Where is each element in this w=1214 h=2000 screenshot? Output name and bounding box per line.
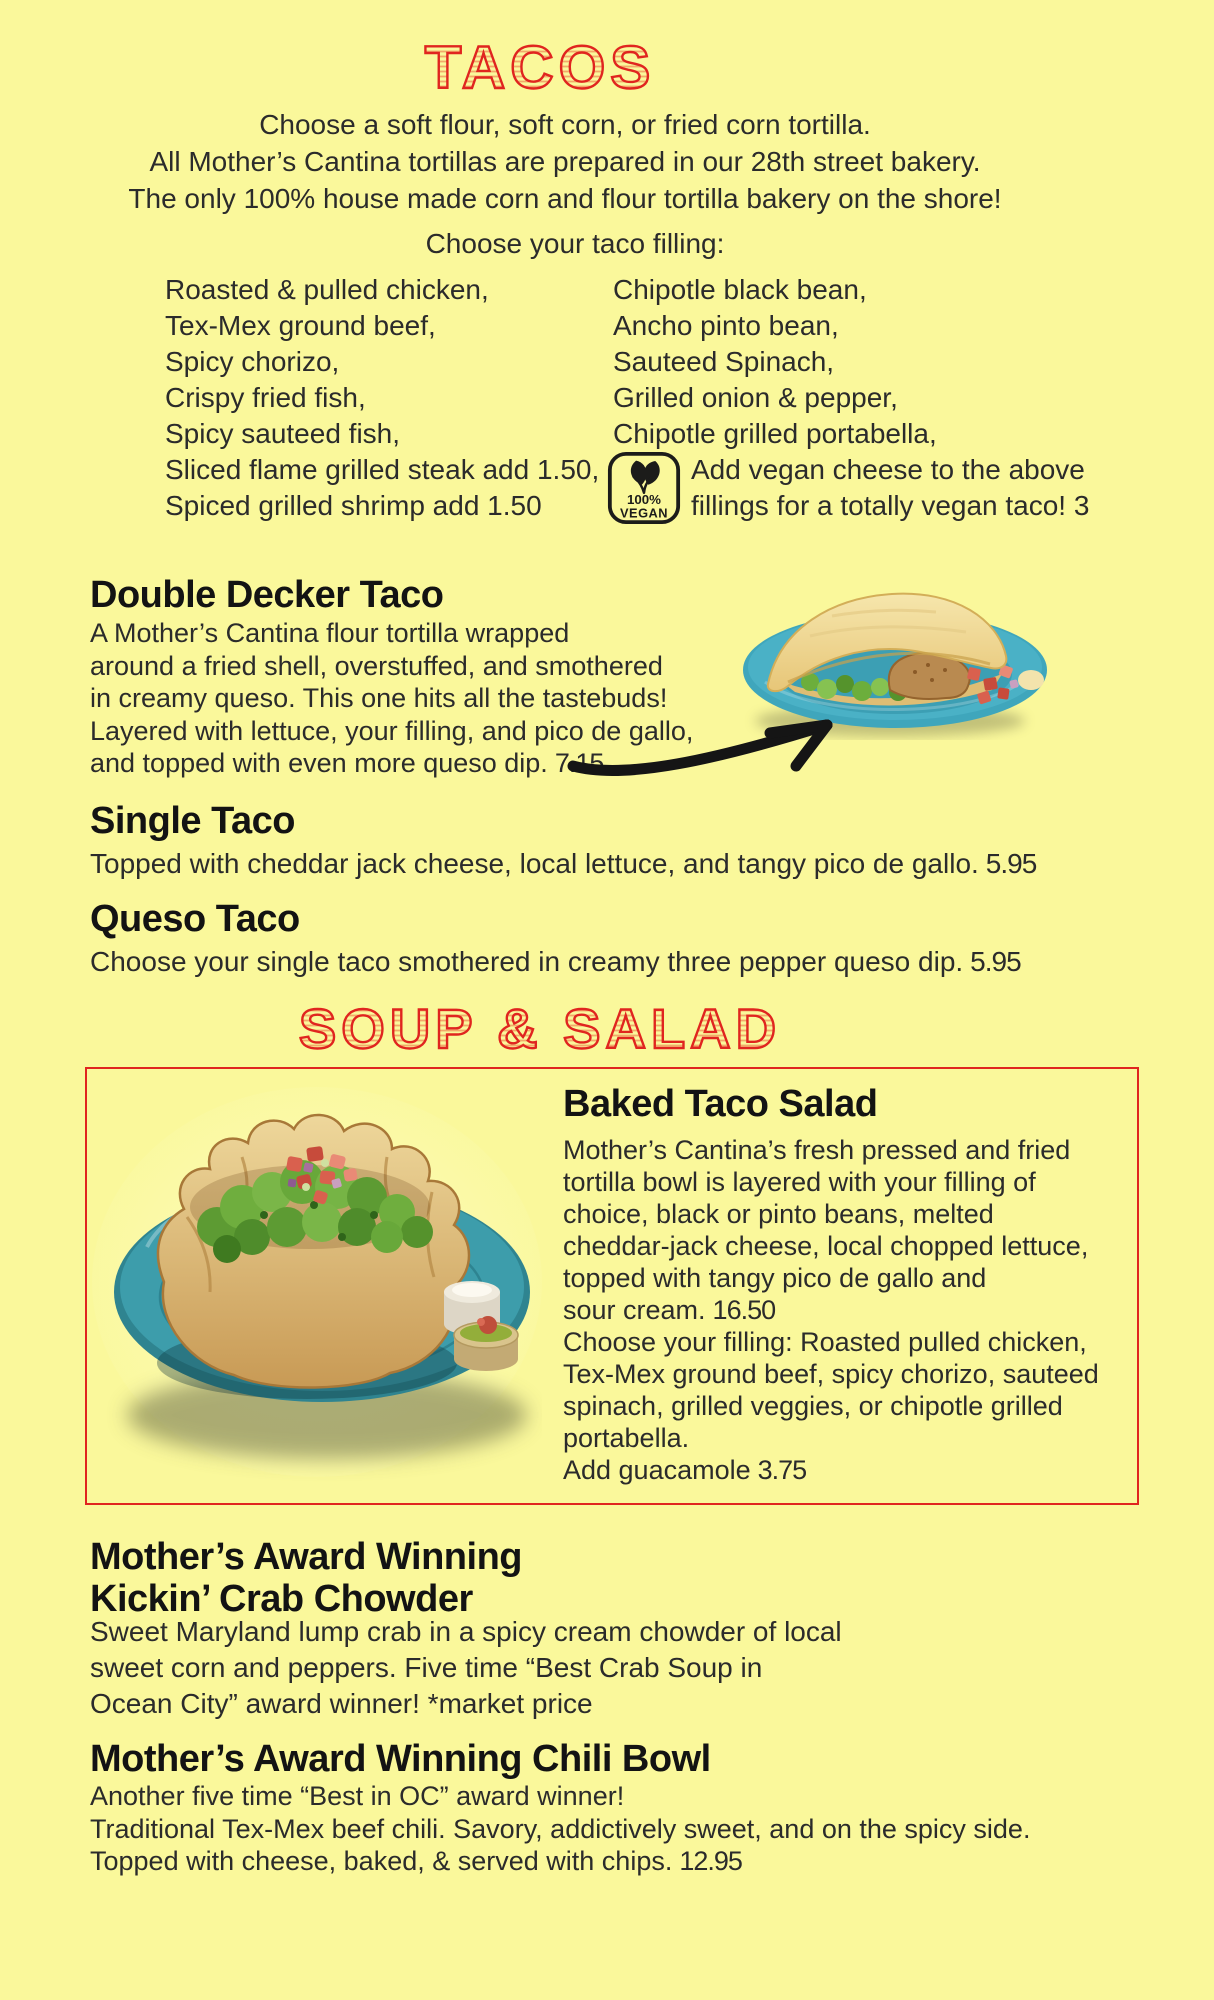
filling-item: Sauteed Spinach,: [613, 346, 835, 377]
crab-chowder-desc: [90, 1614, 842, 1722]
vegan-note-line: Add vegan cheese to the above: [691, 454, 1085, 485]
intro-line: Choose a soft flour, soft corn, or fried corn tortilla.: [259, 109, 871, 140]
double-decker-title: Double Decker Taco: [90, 574, 444, 616]
choose-line: Tex-Mex ground beef, spicy chorizo, sauteed: [563, 1359, 1099, 1389]
chili-bowl-desc: [90, 1780, 1030, 1878]
desc-line: cheddar-jack cheese, local chopped lettuce,: [563, 1231, 1089, 1261]
desc-line: [563, 1294, 1099, 1326]
filling-item: Ancho pinto bean,: [613, 310, 839, 341]
vegan-note: [691, 452, 1089, 524]
desc-line: [90, 846, 1036, 882]
price: 3.75: [757, 1455, 807, 1485]
vegan-badge-word: VEGAN: [620, 505, 668, 521]
baked-taco-salad-box: [85, 1067, 1139, 1505]
desc-line: [90, 944, 1021, 980]
fillings-left-column: [165, 272, 599, 524]
crab-chowder-title-line1: Mother’s Award Winning: [90, 1536, 522, 1578]
desc-text: Choose your single taco smothered in creamy three pepper queso dip.: [90, 946, 964, 977]
filling-item: Tex-Mex ground beef,: [165, 310, 436, 341]
vegan-callout: [607, 451, 1089, 525]
tacos-title-art: [190, 24, 890, 108]
desc-line: choice, black or pinto beans, melted: [563, 1199, 994, 1229]
filling-item: Spicy chorizo,: [165, 346, 340, 377]
desc-line: Another five time “Best in OC” award winner!: [90, 1781, 625, 1811]
queso-drizzle: [1018, 670, 1044, 690]
baked-taco-salad-photo: [92, 1087, 542, 1485]
filling-item: Chipotle grilled portabella,: [613, 418, 937, 449]
tacos-section-header: [0, 24, 1080, 113]
fillings-right-column: [613, 272, 937, 452]
filling-item: Chipotle black bean,: [613, 274, 867, 305]
desc-text: Topped with cheddar jack cheese, local lettuce, and tangy pico de gallo.: [90, 848, 979, 879]
desc-line: A Mother’s Cantina flour tortilla wrapped: [90, 618, 570, 648]
crab-chowder-title: [90, 1536, 522, 1620]
filling-item: Crispy fried fish,: [165, 382, 366, 413]
hand-drawn-arrow: [565, 700, 855, 785]
desc-line: Mother’s Cantina’s fresh pressed and fried: [563, 1135, 1071, 1165]
desc-line: Ocean City” award winner! *market price: [90, 1688, 593, 1719]
choose-line: portabella.: [563, 1423, 690, 1453]
intro-line: The only 100% house made corn and flour tortilla bakery on the shore!: [128, 183, 1002, 214]
desc-line: Layered with lettuce, your filling, and pico de gallo,: [90, 715, 694, 746]
desc-line: [90, 1845, 1030, 1878]
price: 5.95: [985, 848, 1037, 879]
tacos-title-text: TACOS: [424, 34, 656, 101]
filling-item: Spicy sauteed fish,: [165, 418, 401, 449]
filling-item: Roasted & pulled chicken,: [165, 274, 489, 305]
baked-taco-salad-title: Baked Taco Salad: [563, 1083, 878, 1125]
vegan-note-line: fillings for a totally vegan taco! 3: [691, 490, 1090, 521]
price: 7.15: [554, 748, 604, 778]
queso-taco-title: Queso Taco: [90, 898, 300, 940]
filling-item: Grilled onion & pepper,: [613, 382, 898, 413]
price: 12.95: [679, 1846, 742, 1876]
choose-line: spinach, grilled veggies, or chipotle grilled: [563, 1391, 1063, 1421]
soup-salad-title-art: [190, 988, 890, 1068]
double-decker-taco-food: [768, 594, 1044, 706]
desc-line: Traditional Tex-Mex beef chili. Savory, addictively sweet, and on the spicy side.: [90, 1813, 1031, 1844]
filling-item: Sliced flame grilled steak add 1.50,: [165, 454, 600, 485]
leaf-icon: [628, 459, 662, 493]
desc-line: around a fried shell, overstuffed, and smothered: [90, 650, 663, 681]
desc-line: topped with tangy pico de gallo and: [563, 1263, 987, 1293]
vegan-badge-icon: [607, 451, 681, 525]
single-taco-desc: [90, 846, 1036, 882]
price: 5.95: [970, 946, 1021, 977]
queso-taco-desc: [90, 944, 1021, 980]
soup-salad-title-text: SOUP & SALAD: [298, 997, 782, 1060]
desc-line: sweet corn and peppers. Five time “Best Crab Soup in: [90, 1652, 763, 1683]
price: 16.50: [712, 1295, 776, 1325]
addon-line: [563, 1454, 1099, 1486]
filling-prompt: Choose your taco filling:: [425, 228, 725, 259]
soup-salad-section-header: [0, 988, 1080, 1073]
tacos-intro: [0, 106, 1130, 217]
chili-bowl-title: Mother’s Award Winning Chili Bowl: [90, 1738, 711, 1780]
choose-line: Choose your filling: Roasted pulled chicken,: [563, 1327, 1087, 1357]
baked-taco-salad-desc: [563, 1134, 1099, 1486]
crab-chowder-title-line2: Kickin’ Crab Chowder: [90, 1578, 473, 1620]
addon-text: Add guacamole: [563, 1455, 751, 1485]
desc-line: in creamy queso. This one hits all the tastebuds!: [90, 683, 668, 713]
desc-text: sour cream.: [563, 1295, 706, 1325]
vegan-badge-percent: 100%: [627, 492, 661, 508]
desc-line: Sweet Maryland lump crab in a spicy cream chowder of local: [90, 1616, 842, 1647]
desc-line: tortilla bowl is layered with your filling of: [563, 1167, 1036, 1197]
intro-line: All Mother’s Cantina tortillas are prepared in our 28th street bakery.: [149, 146, 981, 177]
single-taco-title: Single Taco: [90, 800, 295, 842]
desc-text: Topped with cheese, baked, & served with chips.: [90, 1846, 673, 1876]
filling-item: Spiced grilled shrimp add 1.50: [165, 490, 542, 521]
baked-taco-salad-text: [563, 1083, 1099, 1486]
desc-text: and topped with even more queso dip.: [90, 748, 548, 778]
